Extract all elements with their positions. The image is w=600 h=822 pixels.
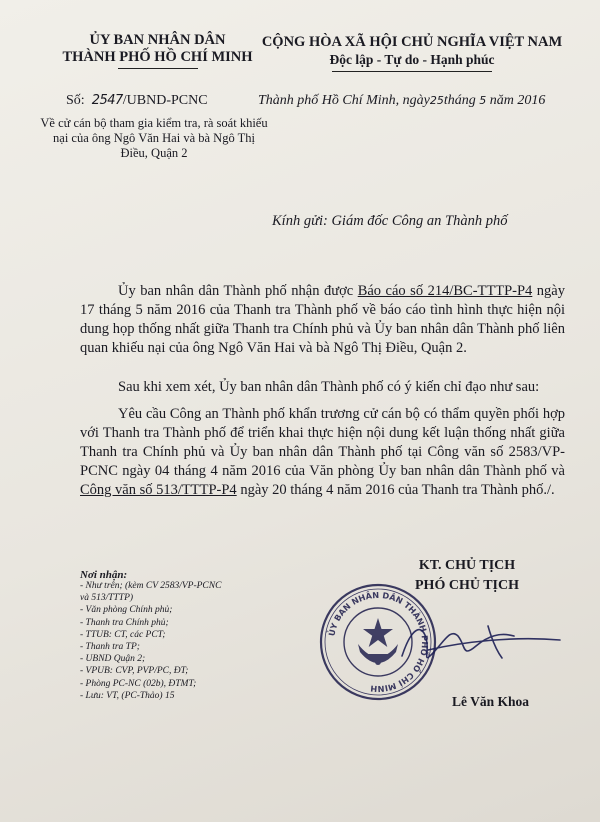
recipient-item: - TTUB: CT, các PCT; [80,629,166,640]
recipient-item: - Thanh tra TP; [80,642,140,653]
date-day-handwritten: 25 [429,94,444,107]
date-month-handwritten: 5 [479,94,487,107]
p3-text-b: ngày 20 tháng 4 năm 2016 của Thanh tra Thành phố./. [236,482,555,498]
body-paragraph-2: Sau khi xem xét, Ủy ban nhân dân Thành phố có ý kiến chỉ đạo như sau: [118,379,540,395]
signature-role-2: PHÓ CHỦ TỊCH [415,578,519,593]
recipient-item: - Như trên; (kèm CV 2583/VP-PCNC [80,581,222,591]
document-number-handwritten: 2547 [91,93,123,108]
body-paragraph-1 [80,282,565,358]
recipient-item: - UBND Quận 2; [80,654,146,665]
document-number [66,93,208,109]
date-prefix: Thành phố Hồ Chí Minh, ngày [258,93,430,108]
national-title: CỘNG HÒA XÃ HỘI CHỦ NGHĨA VIỆT NAM [261,34,563,50]
org-name-line2: THÀNH PHỐ HỒ CHÍ MINH [62,49,253,65]
signature-role-1: KT. CHỦ TỊCH [418,558,516,573]
document-date [258,93,545,109]
recipient-item: - Thanh tra Chính phủ; [80,617,169,628]
p1-report-reference: Báo cáo số 214/BC-TTTP-P4 [357,283,533,299]
p3-text-a: Yêu cầu Công an Thành phố khẩn trương cử cán bộ có thẩm quyền phối hợp với Thanh tra Thành phố để triển khai thực hiện nội dung kết luận thống nhất giữa Thanh tra Chính phủ và Ủy ban nhân dân Thành phố tại Công văn số 2583/VP-PCNC ngày 04 tháng 4 năm 2016 của Văn phòng Ủy ban nhân dân Thành phố và [80,406,565,479]
recipients-list [80,580,290,702]
p1-text-a: Ủy ban nhân dân Thành phố nhận được [118,283,358,299]
document-subject: Về cử cán bộ tham gia kiểm tra, rà soát khiếu nại của ông Ngô Văn Hai và bà Ngô Thị Điều, Quận 2 [40,116,268,160]
document-number-prefix: Số: [66,93,85,108]
p3-letter-reference: Công văn số 513/TTTP-P4 [80,482,237,498]
motto-underline [332,71,492,72]
recipient-item: - VPUB: CVP, PVP/PC, ĐT; [80,666,189,677]
recipients-title: Nơi nhận: [80,569,128,581]
body-paragraph-3 [80,405,565,500]
org-name-line1: ỦY BAN NHÂN DÂN [89,32,226,48]
seal-text-path: ỦY BAN NHÂN DÂN THÀNH PHỐ HỒ CHÍ MINH [326,589,431,695]
date-month-word: tháng [443,93,476,108]
org-underline [118,68,198,69]
date-suffix: năm 2016 [489,93,546,108]
national-motto: Độc lập - Tự do - Hạnh phúc [329,52,495,67]
signer-name: Lê Văn Khoa [452,694,530,709]
recipient-item: - Lưu: VT, (PC-Thảo) 15 [80,690,175,701]
p1-text-b: ngày 17 tháng 5 năm 2016 của Thanh tra Thành phố về báo cáo tình hình thực hiện nội dung họp thống nhất giữa Thanh tra Chính phủ và Ủy ban nhân dân Thành phố liên quan khiếu nại của ông Ngô Văn Hai và bà Ngô Thị Điều, Quận 2. [80,283,565,356]
handwritten-signature [392,606,567,676]
recipient-item: và 513/TTTP) [80,593,134,604]
recipient-item: - Văn phòng Chính phủ; [80,605,173,616]
recipient-line: Kính gửi: Giám đốc Công an Thành phố [272,213,508,229]
recipient-item: - Phòng PC-NC (02b), ĐTMT; [80,678,197,689]
document-number-suffix: /UBND-PCNC [122,93,208,108]
